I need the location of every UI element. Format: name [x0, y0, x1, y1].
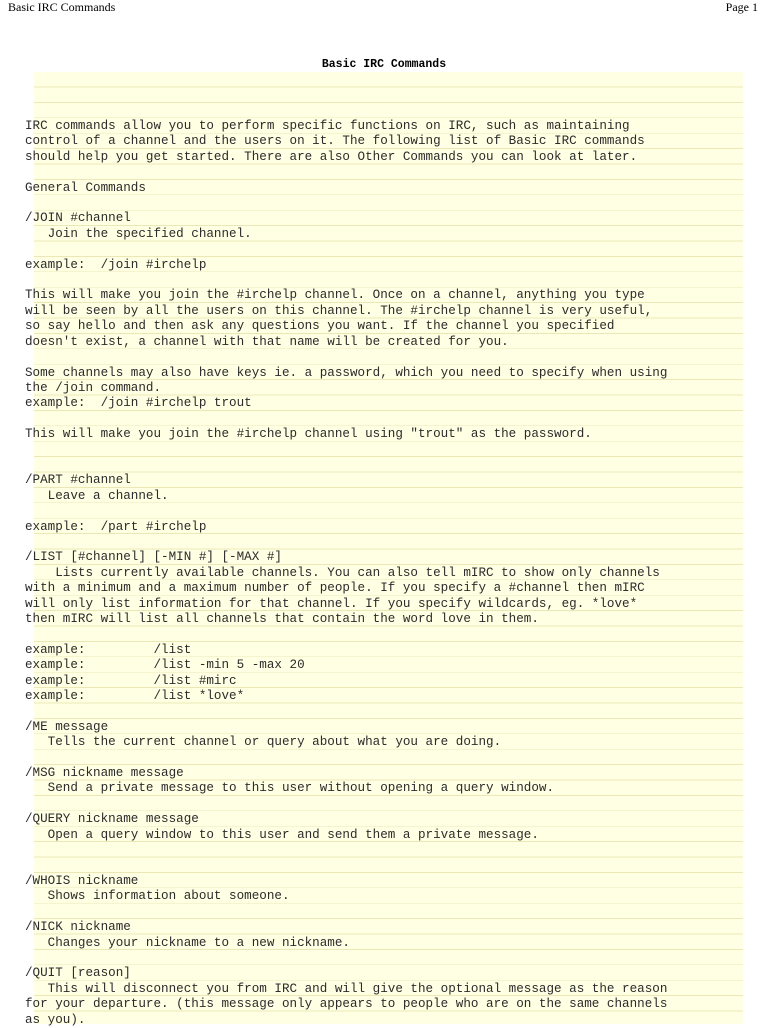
text-line: /LIST [#channel] [-MIN #] [-MAX #]: [25, 550, 282, 565]
text-line: /JOIN #channel: [25, 211, 131, 226]
text-line: Open a query window to this user and send them a private message.: [25, 827, 539, 842]
text-line: Shows information about someone.: [25, 889, 290, 904]
text-line: example: /list *love*: [25, 689, 245, 704]
text-line: [25, 905, 745, 920]
text-line: Tells the current channel or query about what you are doing.: [25, 735, 502, 750]
text-line: Send a private message to this user without opening a query window.: [25, 781, 555, 796]
text-line: the /join command.: [25, 380, 162, 395]
text-line: for your departure. (this message only appears to people who are on the same channels: [25, 997, 668, 1012]
text-line: /WHOIS nickname: [25, 873, 139, 888]
running-header: [0, 0, 768, 16]
document-title: Basic IRC Commands: [321, 58, 447, 71]
text-line: [25, 412, 745, 427]
text-line: This will make you join the #irchelp channel. Once on a channel, anything you type: [25, 288, 645, 303]
text-line: so say hello and then ask any questions you want. If the channel you specified: [25, 319, 615, 334]
text-line: example: /list: [25, 642, 192, 657]
page-number: Page 1: [725, 0, 758, 14]
text-line: [25, 951, 745, 966]
text-line: Changes your nickname to a new nickname.: [25, 935, 350, 950]
text-line: /QUIT [reason]: [25, 966, 131, 981]
text-line: with a minimum and a maximum number of people. If you specify a #channel then mIRC: [25, 581, 645, 596]
text-line: [25, 443, 745, 458]
text-line: [25, 165, 745, 180]
text-line: will be seen by all the users on this channel. The #irchelp channel is very useful,: [25, 303, 653, 318]
text-line: control of a channel and the users on it. The following list of Basic IRC commands: [25, 134, 645, 149]
text-line: [25, 704, 745, 719]
text-line: example: /list -min 5 -max 20: [25, 658, 305, 673]
text-line: example: /join #irchelp trout: [25, 396, 252, 411]
text-line: IRC commands allow you to perform specific functions on IRC, such as maintaining: [25, 119, 630, 133]
text-line: /ME message: [25, 719, 109, 734]
text-line: will only list information for that channel. If you specify wildcards, eg. *love*: [25, 596, 638, 611]
text-line: [25, 859, 745, 874]
text-line: Leave a channel.: [25, 488, 169, 503]
text-line: /NICK nickname: [25, 920, 131, 935]
text-line: [25, 843, 745, 858]
text-line: Join the specified channel.: [25, 226, 252, 241]
text-line: [25, 196, 745, 211]
text-line: [25, 350, 745, 365]
text-line: /PART #channel: [25, 473, 131, 488]
text-line: This will disconnect you from IRC and will give the optional message as the reason: [25, 981, 668, 996]
document-body: [25, 119, 745, 1028]
text-line: Lists currently available channels. You can also tell mIRC to show only channels: [25, 565, 660, 580]
text-line: This will make you join the #irchelp channel using "trout" as the password.: [25, 427, 592, 442]
text-line: as you).: [25, 1012, 86, 1027]
text-line: [25, 627, 745, 642]
text-line: doesn't exist, a channel with that name will be created for you.: [25, 334, 509, 349]
text-line: [25, 797, 745, 812]
running-header-title: Basic IRC Commands: [8, 0, 116, 14]
text-line: should help you get started. There are also Other Commands you can look at later.: [25, 149, 638, 164]
text-line: [25, 458, 745, 473]
text-line: [25, 504, 745, 519]
text-line: example: /list #mirc: [25, 673, 237, 688]
text-line: Some channels may also have keys ie. a password, which you need to specify when using: [25, 365, 668, 380]
text-line: example: /part #irchelp: [25, 519, 207, 534]
text-line: [25, 242, 745, 257]
text-line: [25, 535, 745, 550]
text-line: [25, 273, 745, 288]
text-line: /MSG nickname message: [25, 766, 184, 781]
text-line: example: /join #irchelp: [25, 257, 207, 272]
text-line: General Commands: [25, 180, 146, 195]
text-line: [25, 751, 745, 766]
text-line: then mIRC will list all channels that contain the word love in them.: [25, 612, 539, 626]
text-line: /QUERY nickname message: [25, 812, 199, 827]
